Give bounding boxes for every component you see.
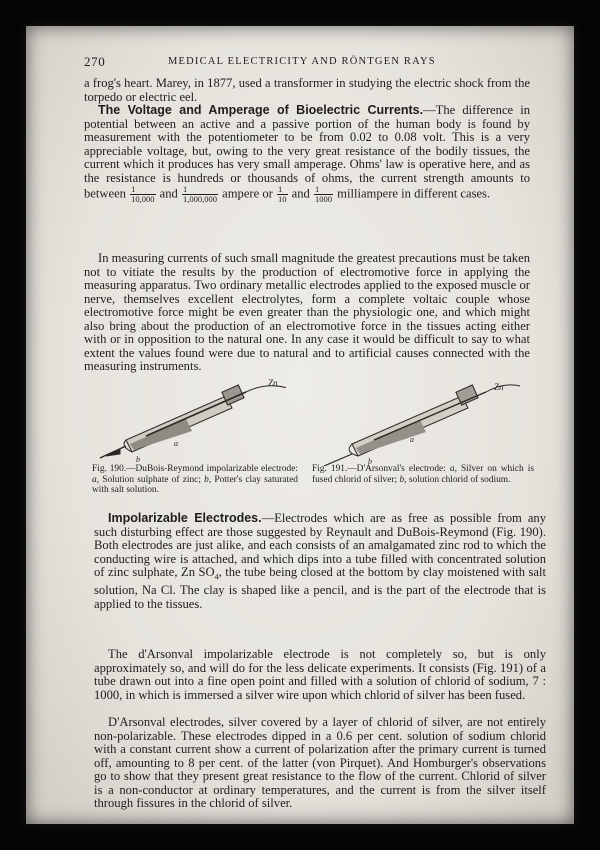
fraction-one-tenth: $\frac{1}{10}$ xyxy=(278,184,287,204)
ampere-or-text: ampere or xyxy=(222,186,273,201)
paragraph-measuring-precautions: In measuring currents of such small magnitude the greatest precautions must be taken not to vitiate the results by the production of electromotive force in applying the measuring apparatus. Two ordinary metallic electrodes applied to the exposed muscle or nerve, themselves excellent electrolytes, form a complete voltaic couple whose electromotive force might be even greater than the physiologic one, and which might also bring about the production of an electromotive force in the tissues acting either with or in opposition to the natural one. In any case it would be difficult to say to what extent the values found were due to natural and to artificial causes connected with the measuring instruments. xyxy=(84,251,530,373)
section-heading-voltage-amperage: The Voltage and Amperage of Bioelectric Currents. xyxy=(98,103,424,117)
figure-191-label-a: a xyxy=(410,435,414,444)
figure-191-label-b: b xyxy=(368,457,372,466)
paragraph-tail-text: milliampere in different cases. xyxy=(337,186,491,201)
paragraph-body-text: —The difference in potential between an active and a passive portion of the human body is found by measurement with the potentiometer to be from 0.02 to 0.08 volt. This is a very appreciable voltage, but, owing to the very great resistance of the bodily tissues, the current which it produces has very small amperage. Ohms' law is operative here, and as the resistance is hundreds or thousands of ohms, the current strength amounts to between xyxy=(84,103,531,201)
conjunction-text: and xyxy=(291,186,310,201)
figure-191-caption: Fig. 191.—D'Arsonval's electrode: a, Silver on which is fused chlorid of silver; b, solution chlorid of sodium. xyxy=(312,464,534,485)
figure-191-label-zn: Zn xyxy=(494,382,504,392)
conjunction-text: and xyxy=(159,186,178,201)
fraction-one-thousandth: $\frac{1}{1000}$ xyxy=(315,184,333,204)
subscript-four: 4 xyxy=(214,572,219,582)
paragraph-darsonval-polarization: D'Arsonval electrodes, silver covered by a layer of chlorid of silver, are not entirely non-polarizable. These electrodes dipped in a 0.6 per cent. solution of sodium chlorid with a constant current show a current of polarization after the primary current is turned off, amounting to 8 per cent. of the latter (von Pirquet). And Homburger's observations go to show that they present great resistance to the flow of the current. Chlorid of silver is a non-conductor at ordinary temperatures, and the current is from the silver itself through fissures in the chlorid of silver. xyxy=(94,715,546,810)
paragraph-lead-text: a frog's heart. Marey, in 1877, used a transformer in studying the electric shock from the torpedo or electric eel. xyxy=(84,76,530,104)
figure-190-label-zn: Zn xyxy=(268,378,278,388)
figure-190-label-a: a xyxy=(174,439,178,448)
figure-190-label-b: b xyxy=(136,455,140,464)
figure-190-electrode-illustration xyxy=(86,374,286,464)
figure-191-electrode-illustration xyxy=(322,376,522,466)
paragraph-body-text: —Electrodes which are as free as possible from any such disturbing effect are those suggested by Reynault and DuBois-Reymond (Fig. 190). Both electrodes are just alike, and each consists of an amalgamated zinc rod to which the conducting wire is attached, and which dips into a tube filled with concentrated solution of zinc sulphate, Zn SO xyxy=(94,511,547,579)
section-heading-impolarizable-electrodes: Impolarizable Electrodes. xyxy=(108,511,262,525)
figure-190-caption: Fig. 190.—DuBois-Reymond impolarizable electrode: a, Solution sulphate of zinc; b, Potter's clay saturated with salt solution. xyxy=(92,464,298,496)
running-header xyxy=(84,54,530,72)
paragraph-impolarizable-electrodes xyxy=(94,512,546,611)
paragraph-bioelectric-currents xyxy=(84,77,530,204)
running-title: MEDICAL ELECTRICITY AND RÖNTGEN RAYS xyxy=(168,56,436,67)
paragraph-darsonval-electrode: The d'Arsonval impolarizable electrode is not completely so, but is only approximately so, and will do for the less delicate experiments. It consists (Fig. 191) of a tube drawn out into a fine open point and filled with a solution of chlorid of sodium, 7 : 1000, in which is immersed a silver wire upon which chlorid of silver has been fused. xyxy=(94,647,546,702)
page-number: 270 xyxy=(84,54,106,69)
fraction-one-ten-thousandth: $\frac{1}{10,000}$ xyxy=(131,184,155,204)
paragraph-tail-text: , the tube being closed at the bottom by clay moistened with salt solution, Na Cl. The clay is shaped like a pencil, and is the part of the electrode that is applied to the tissues. xyxy=(94,565,547,611)
book-page xyxy=(26,26,574,824)
fraction-one-millionth: $\frac{1}{1,000,000}$ xyxy=(183,184,217,204)
